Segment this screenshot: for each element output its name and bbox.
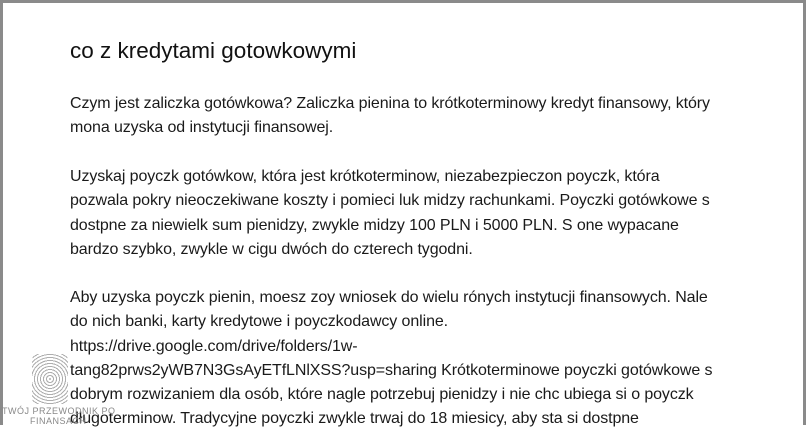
watermark-text-line1: TWÓJ PRZEWODNIK PO [2, 406, 116, 416]
paragraph-3-line-5: dobrym rozwizaniem dla osób, które nagle potrzebuj pienidzy i nie chc ubiega si o poyczk [70, 386, 694, 403]
paragraph-3-line-6: długoterminow. Tradycyjne poyczki zwykle trwaj do 18 miesicy, aby sta si dostpne [70, 410, 639, 427]
paragraph-2-line-1: Uzyskaj poyczk gotówkow, która jest krótkoterminow, niezabezpieczon poyczk, która [70, 168, 660, 185]
paragraph-3-line-1: Aby uzyska poyczk pienin, moesz zoy wniosek do wielu rónych instytucji finansowych. Nale [70, 289, 708, 306]
paragraph-1-line-2: mona uzyska od instytucji finansowej. [70, 119, 334, 136]
paragraph-3-link-line[interactable]: https://drive.google.com/drive/folders/1w- [70, 338, 358, 355]
paragraph-2-line-4: bardzo szybko, zwykle w cigu dwóch do czterech tygodni. [70, 241, 473, 258]
watermark-logo-icon [32, 354, 68, 404]
paragraph-2-line-2: pozwala pokry nieoczekiwane koszty i pomieci luk midzy rachunkami. Poyczki gotówkowe s [70, 192, 710, 209]
paragraph-2-line-3: dostpne za niewielk sum pienidzy, zwykle midzy 100 PLN i 5000 PLN. S one wypacane [70, 217, 679, 234]
page-title: co z kredytami gotowkowymi [70, 38, 357, 63]
paragraph-3-line-4: tang82prws2yWB7N3GsAyETfLNlXSS?usp=sharing Krótkoterminowe poyczki gotówkowe s [70, 362, 713, 379]
paragraph-1-line-1: Czym jest zaliczka gotówkowa? Zaliczka pienina to krótkoterminowy kredyt finansowy, który [70, 95, 710, 112]
paragraph-3-line-2: do nich banki, karty kredytowe i poyczkodawcy online. [70, 313, 449, 330]
watermark-text-line2: FINANSACH [30, 416, 87, 426]
watermark [0, 350, 140, 425]
